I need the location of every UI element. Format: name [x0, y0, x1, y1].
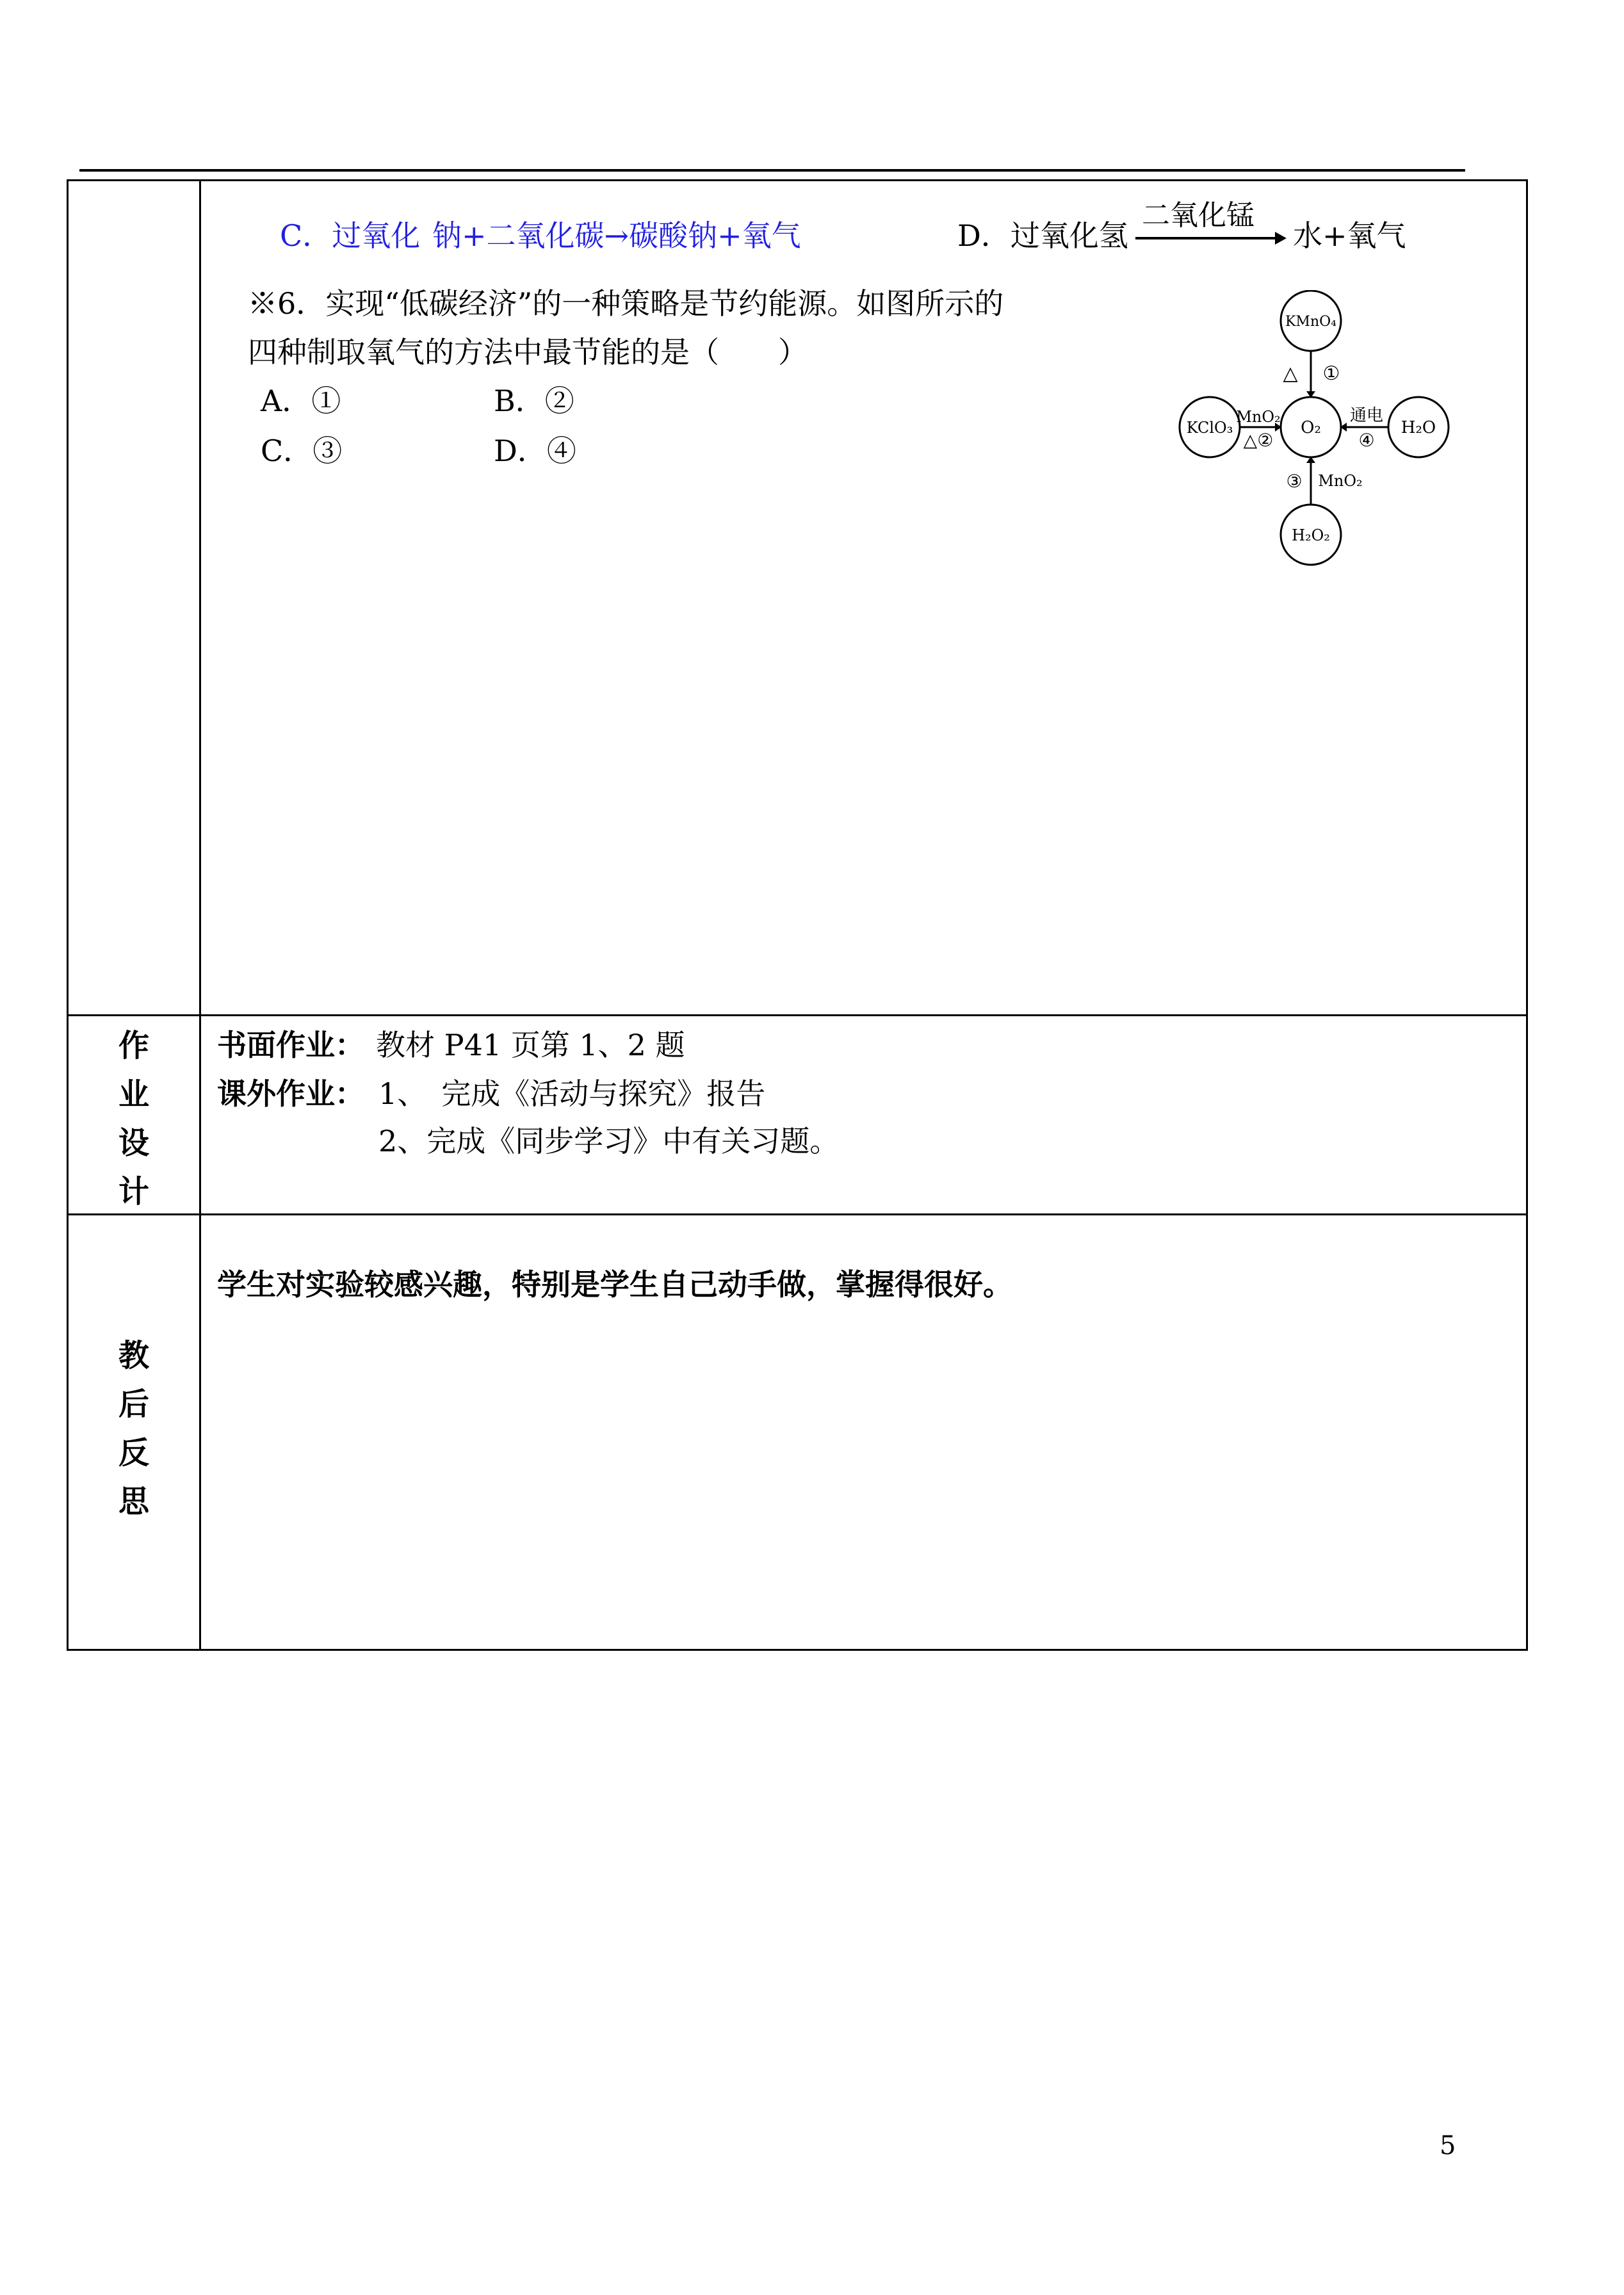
top-number: ①: [1322, 362, 1340, 385]
left-condition: △②: [1243, 430, 1274, 451]
extra-homework-label: 课外作业：: [217, 1076, 364, 1111]
left-catalyst: MnO₂: [1236, 408, 1281, 426]
question6-option-a: A．①: [261, 384, 341, 418]
homework-label-char: 作: [118, 1028, 149, 1064]
page-number: 5: [1440, 2131, 1456, 2161]
reflection-label-char: 后: [118, 1386, 149, 1422]
extra-homework-item1: 1、 完成《活动与探究》报告: [378, 1076, 766, 1111]
option-c-prefix: C．过氧化: [280, 218, 421, 253]
bottom-catalyst: MnO₂: [1318, 472, 1363, 490]
question6-line2: 四种制取氧气的方法中最节能的是（ ）: [248, 335, 808, 369]
right-condition: 通电: [1349, 406, 1384, 425]
kclo3-label: KClO₃: [1186, 419, 1233, 437]
top-condition: △: [1283, 362, 1298, 385]
reaction-arrow-icon: [1135, 229, 1287, 248]
oxygen-methods-diagram: [1151, 290, 1535, 572]
h2o2-label: H₂O₂: [1292, 526, 1330, 544]
reflection-text: 学生对实验较感兴趣，特别是学生自己动手做，掌握得很好。: [217, 1267, 1012, 1302]
reflection-label-char: 反: [118, 1435, 149, 1471]
row-divider-homework: [69, 1014, 1526, 1016]
homework-label-char: 计: [118, 1174, 149, 1210]
question6-line1: ※6．实现“低碳经济”的一种策略是节约能源。如图所示的: [248, 286, 1004, 321]
question6-option-d: D．④: [494, 434, 576, 468]
reflection-label-char: 教: [118, 1338, 149, 1374]
reflection-label-char: 思: [118, 1484, 149, 1520]
option-d-products: 水+氧气: [1293, 218, 1406, 253]
written-homework-label: 书面作业：: [217, 1028, 364, 1062]
question6-option-c: C．③: [261, 434, 343, 468]
kmno4-label: KMnO₄: [1285, 314, 1336, 330]
h2o-label: H₂O: [1401, 418, 1436, 437]
option-c-reaction: 钠+二氧化碳→碳酸钠+氧气: [432, 218, 801, 253]
option-d-catalyst: 二氧化锰: [1142, 199, 1255, 232]
written-homework-text: 教材 P41 页第 1、2 题: [376, 1028, 685, 1062]
option-d-prefix: D．过氧化氢: [957, 218, 1128, 253]
extra-homework-item2: 2、完成《同步学习》中有关习题。: [378, 1124, 840, 1158]
question6-option-b: B．②: [494, 384, 574, 418]
homework-label-char: 设: [118, 1125, 149, 1161]
bottom-number: ③: [1286, 471, 1303, 492]
header-rule: [79, 169, 1465, 172]
right-number: ④: [1358, 430, 1375, 451]
row-divider-reflection: [69, 1213, 1526, 1215]
label-column-divider: [199, 181, 201, 1649]
o2-label: O₂: [1301, 418, 1321, 437]
homework-label-char: 业: [118, 1076, 149, 1112]
lesson-table: [67, 179, 1528, 1651]
